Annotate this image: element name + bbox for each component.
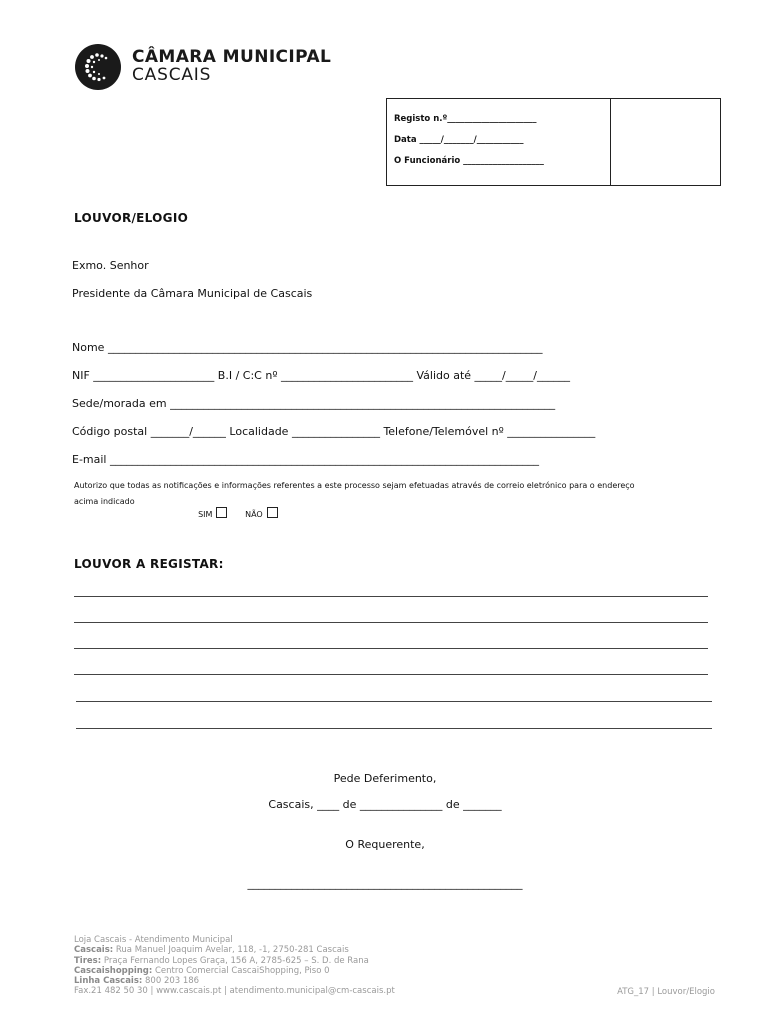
consent-sim-option[interactable] — [193, 497, 227, 520]
nao-checkbox[interactable] — [267, 507, 278, 518]
salutation-line-1: Exmo. Senhor — [72, 259, 149, 272]
registo-funcionario-field[interactable]: O Funcionário ___________________ — [394, 156, 544, 166]
registo-number-field[interactable]: Registo n.º_____________________ — [394, 114, 537, 124]
registo-box-divider — [610, 99, 611, 185]
email-consent-text-cont: acima indicado — [74, 497, 135, 506]
brand-subtitle: CASCAIS — [132, 65, 212, 85]
email-field[interactable]: E-mail ______________________________________________________________________________ — [72, 453, 539, 466]
louvor-text-line-2[interactable] — [74, 622, 708, 623]
nif-bi-validade-row[interactable]: NIF ______________________ B.I / C:C nº ________________________ Válido até _____/_____/______ — [72, 369, 570, 382]
sede-morada-field[interactable]: Sede/morada em ______________________________________________________________________ — [72, 397, 556, 410]
footer-line-6: Fax.21 482 50 30 | www.cascais.pt | atendimento.municipal@cm-cascais.pt — [74, 986, 395, 997]
louvor-text-line-5[interactable] — [76, 701, 712, 702]
registo-box — [386, 98, 721, 186]
email-consent-text: Autorizo que todas as notificações e informações referentes a este processo sejam efetuadas através de correio eletrónico para o endereço — [74, 481, 635, 490]
pede-deferimento: Pede Deferimento, — [333, 772, 437, 785]
footer-line-5: Linha Cascais: 800 203 186 — [74, 976, 200, 987]
codigo-postal-localidade-telefone-row[interactable]: Código postal _______/______ Localidade ________________ Telefone/Telemóvel nº ________________ — [72, 425, 596, 438]
louvor-text-line-1[interactable] — [74, 596, 708, 597]
cascais-logo-icon — [75, 44, 121, 90]
sim-label: SIM — [198, 510, 213, 519]
cascais-date-field[interactable]: Cascais, ____ de _______________ de _______ — [268, 798, 502, 811]
footer-line-2: Cascais: Rua Manuel Joaquim Avelar, 118, -1, 2750-281 Cascais — [74, 945, 349, 956]
footer-contacts — [74, 935, 395, 997]
louvor-text-line-4[interactable] — [74, 674, 708, 675]
nome-field[interactable]: Nome _______________________________________________________________________________ — [72, 341, 543, 354]
form-reference: ATG_17 | Louvor/Elogio — [617, 987, 715, 997]
brand-title: CÂMARA MUNICIPAL — [132, 47, 332, 67]
footer-line-1: Loja Cascais - Atendimento Municipal — [74, 935, 233, 945]
sim-checkbox[interactable] — [216, 507, 227, 518]
footer-line-4: Cascaishopping: Centro Comercial CascaiShopping, Piso 0 — [74, 965, 330, 976]
nao-label: NÃO — [245, 510, 263, 519]
louvor-section-title: LOUVOR A REGISTAR: — [74, 557, 224, 571]
signature-line[interactable]: __________________________________________________ — [247, 877, 523, 890]
document-title: LOUVOR/ELOGIO — [74, 211, 189, 225]
louvor-text-line-6[interactable] — [76, 728, 712, 729]
requerente-label: O Requerente, — [345, 838, 425, 851]
salutation-line-2: Presidente da Câmara Municipal de Cascais — [72, 287, 313, 300]
registo-date-field[interactable]: Data _____/_______/___________ — [394, 135, 524, 145]
consent-nao-option[interactable] — [240, 497, 278, 520]
footer-line-3: Tires: Praça Fernando Lopes Graça, 156 A, 2785-625 – S. D. de Rana — [74, 955, 369, 966]
louvor-text-line-3[interactable] — [74, 648, 708, 649]
